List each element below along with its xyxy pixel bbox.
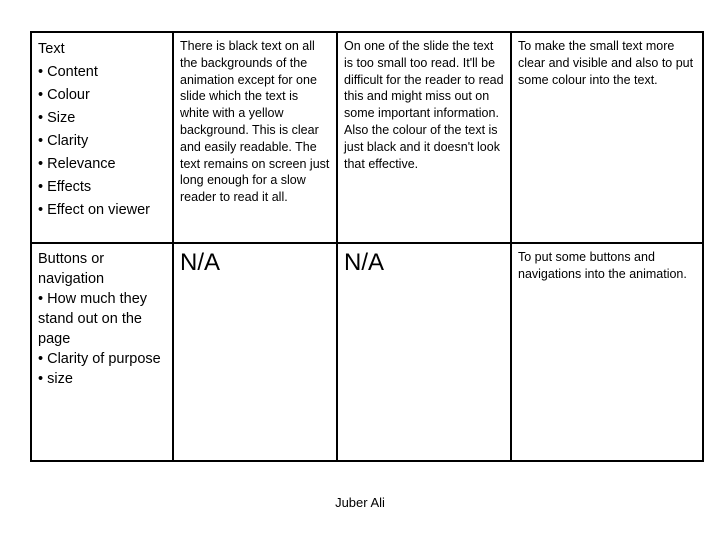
description-cell: There is black text on all the backgrounds of the animation except for one slide which the text is white with a yellow background. This is clear and easily readable. The text remains on screen just long enough for a slow reader to read it all. bbox=[173, 32, 337, 243]
criteria-heading: Text bbox=[38, 41, 65, 57]
criteria-heading: Buttons or navigation bbox=[38, 251, 105, 287]
criteria-bullet: • Size bbox=[38, 110, 76, 126]
description-cell: N/A bbox=[173, 243, 337, 461]
improvement-cell: To make the small text more clear and visible and also to put some colour into the text. bbox=[511, 32, 703, 243]
criteria-cell-buttons bbox=[31, 243, 173, 461]
criteria-bullet: • Clarity bbox=[38, 133, 89, 149]
table-row bbox=[31, 32, 703, 243]
criteria-bullet: • Content bbox=[38, 64, 98, 80]
weakness-cell: N/A bbox=[337, 243, 511, 461]
criteria-bullet: • Clarity of purpose bbox=[38, 351, 161, 367]
author-footer: Juber Ali bbox=[335, 495, 385, 510]
criteria-bullet: • How much they stand out on the page bbox=[38, 291, 148, 347]
criteria-bullet: • Relevance bbox=[38, 156, 116, 172]
criteria-bullet: • Effects bbox=[38, 179, 92, 195]
criteria-cell-text bbox=[31, 32, 173, 243]
criteria-bullet: • size bbox=[38, 371, 73, 387]
table-row bbox=[31, 243, 703, 461]
criteria-bullet: • Colour bbox=[38, 87, 90, 103]
weakness-cell: On one of the slide the text is too small too read. It'll be difficult for the reader to read this and might miss out on some important information. Also the colour of the text is just black and it doesn't look that effective. bbox=[337, 32, 511, 243]
criteria-bullet: • Effect on viewer bbox=[38, 202, 150, 218]
evaluation-table bbox=[30, 31, 704, 462]
improvement-cell: To put some buttons and navigations into the animation. bbox=[511, 243, 703, 461]
